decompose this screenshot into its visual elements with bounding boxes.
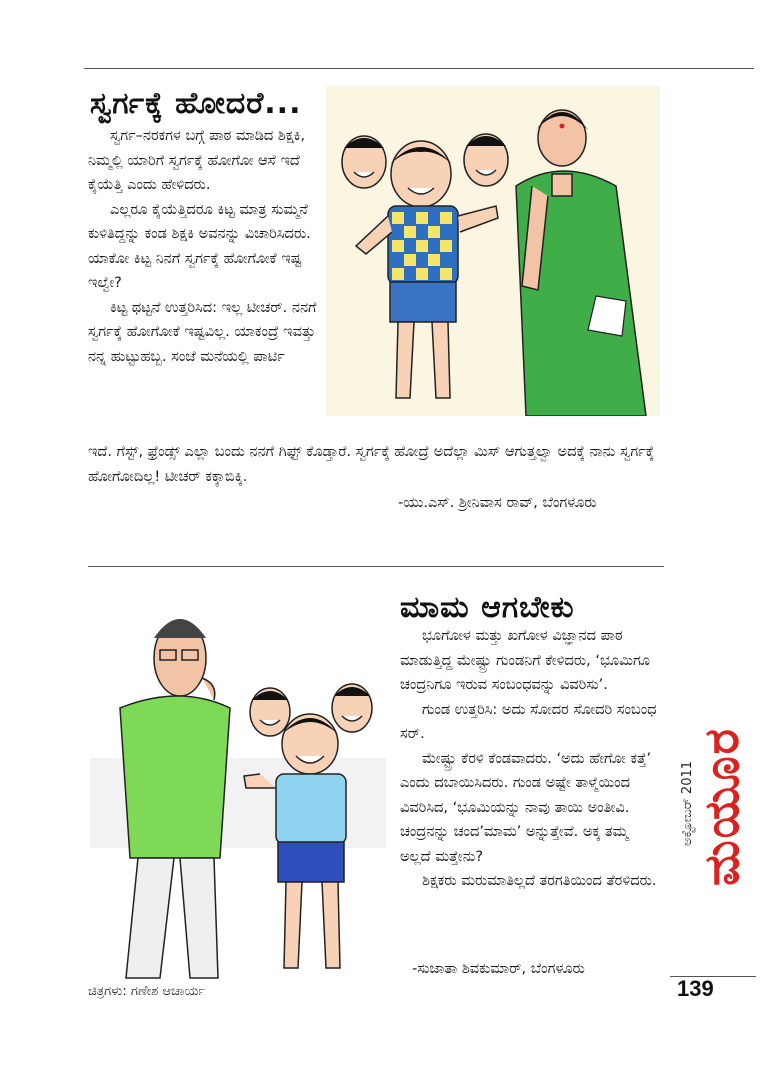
illustration-master-and-student <box>90 588 386 980</box>
story2-body <box>400 624 662 894</box>
story2-paragraph: ಮೇಷ್ಟ್ರು ಕೆರಳಿ ಕೆಂಡವಾದರು. ‘ಅದು ಹೇಗೋ ಕತ್ತೆ’ ಎಂದು ದಬಾಯಿಸಿದರು. ಗುಂಡ ಅಷ್ಟೇ ತಾಳ್ಮೆಯಿಂದ ವಿವರಿಸಿದ, ‘ಭೂಮಿಯನ್ನು ನಾವು ತಾಯಿ ಅಂತೀವಿ. ಚಂದ್ರನನ್ನು ಚಂದ’ಮಾಮ’ ಅನ್ನುತ್ತೇವೆ. ಅಕ್ಕ ತಮ್ಮ ಅಲ್ಲದೆ ಮತ್ತೇನು? <box>400 750 652 865</box>
middle-rule <box>88 566 664 567</box>
story1-paragraph: ಸ್ವರ್ಗ–ನರಕಗಳ ಬಗ್ಗೆ ಪಾಠ ಮಾಡಿದ ಶಿಕ್ಷಕಿ, ನಿಮ್ಮಲ್ಲಿ ಯಾರಿಗೆ ಸ್ವರ್ಗಕ್ಕೆ ಹೋಗೋ ಆಸೆ ಇದೆ ಕೈಯೆತ್ತಿ ಎಂದು ಹೇಳಿದರು. <box>88 128 306 193</box>
story2-title: ಮಾಮ ಆಗಬೇಕು <box>400 590 575 625</box>
story1-body <box>88 124 326 369</box>
page-number: 139 <box>677 976 714 1001</box>
magazine-logo: ಮಯೂರ <box>694 726 750 886</box>
story2-paragraph: ಗುಂಡ ಉತ್ತರಿಸಿ: ಅದು ಸೋದರ ಸೋದರಿ ಸಂಬಂಧ ಸರ್. <box>400 701 657 742</box>
story2-credit: -ಸುಜಾತಾ ಶಿವಕುಮಾರ್, ಬೆಂಗಳೂರು <box>412 961 585 977</box>
issue-date: ಅಕ್ಟೋಬರ್ 2011 <box>680 760 695 846</box>
laughing-kid-icon <box>342 136 386 188</box>
illustration-1-drawing <box>326 86 660 416</box>
master-figure <box>120 619 230 978</box>
story1-paragraph: ಎಲ್ಲರೂ ಕೈಯೆತ್ತಿದರೂ ಕಿಟ್ಟ ಮಾತ್ರ ಸುಮ್ಮನೆ ಕುಳಿತಿದ್ದನ್ನು ಕಂಡ ಶಿಕ್ಷಕಿ ಅವನನ್ನು ವಿಚಾರಿಸಿದರು. ಯಾಕೋ ಕಿಟ್ಟ ನಿನಗೆ ಸ್ವರ್ಗಕ್ಕೆ ಹೋಗೋಕೆ ಇಷ್ಟ ಇಲ್ವೇ? <box>88 201 311 291</box>
laughing-kid-icon <box>332 684 372 732</box>
teacher-figure <box>516 110 646 416</box>
top-rule <box>84 68 754 69</box>
illustration-credit: ಚಿತ್ರಗಳು: ಗಣೇಶ ಆಚಾರ್ಯ <box>88 984 206 999</box>
story1-paragraph: ಕಿಟ್ಟ ಥಟ್ಟನೆ ಉತ್ತರಿಸಿದ: ಇಲ್ಲ ಟೀಚರ್. ನನಗೆ ಸ್ವರ್ಗಕ್ಕೆ ಹೋಗೋಕೆ ಇಷ್ಟವಿಲ್ಲ. ಯಾಕಂದ್ರೆ ಇವತ್ತು ನನ್ನ ಹುಟ್ಟುಹಬ್ಬ. ಸಂಜೆ ಮನೆಯಲ್ಲಿ ಪಾರ್ಟಿ <box>88 299 317 365</box>
story1-credit: -ಯು.ಎಸ್. ಶ್ರೀನಿವಾಸ ರಾವ್, ಬೆಂಗಳೂರು <box>398 495 597 511</box>
laughing-kid-icon <box>464 134 508 186</box>
story2-paragraph: ಭೂಗೋಳ ಮತ್ತು ಖಗೋಳ ವಿಜ್ಞಾನದ ಪಾಠ ಮಾಡುತ್ತಿದ್ದ ಮೇಷ್ಟ್ರು ಗುಂಡನಿಗೆ ಕೇಳಿದರು, ‘ಭೂಮಿಗೂ ಚಂದ್ರನಿಗೂ ಇರುವ ಸಂಬಂಧವನ್ನು ವಿವರಿಸು’. <box>400 628 651 693</box>
story1-title: ಸ್ವರ್ಗಕ್ಕೆ ಹೋದರೆ... <box>90 86 302 121</box>
illustration-2-drawing <box>90 588 386 980</box>
story2-paragraph: ಶಿಕ್ಷಕರು ಮರುಮಾತಿಲ್ಲದೆ ತರಗತಿಯಿಂದ ತೆರಳಿದರು. <box>422 873 657 889</box>
illustration-teacher-and-boy <box>326 86 660 416</box>
story1-paragraph: ಇದೆ. ಗೆಸ್ಟ್, ಫ್ರೆಂಡ್ಸ್ ಎಲ್ಲಾ ಬಂದು ನನಗೆ ಗಿಫ್ಟ್ ಕೊಡ್ತಾರೆ. ಸ್ವರ್ಗಕ್ಕೆ ಹೋದ್ರೆ ಅದೆಲ್ಲಾ ಮಿಸ್ ಆಗುತ್ತಲ್ವಾ ಅದಕ್ಕೆ ನಾನು ಸ್ವರ್ಗಕ್ಕೆ ಹೋಗೋದಿಲ್ಲ! ಟೀಚರ್ ಕಕ್ಕಾಬಿಕ್ಕಿ. <box>88 444 655 485</box>
laughing-kid-icon <box>250 688 290 736</box>
story1-continuation <box>88 440 664 489</box>
